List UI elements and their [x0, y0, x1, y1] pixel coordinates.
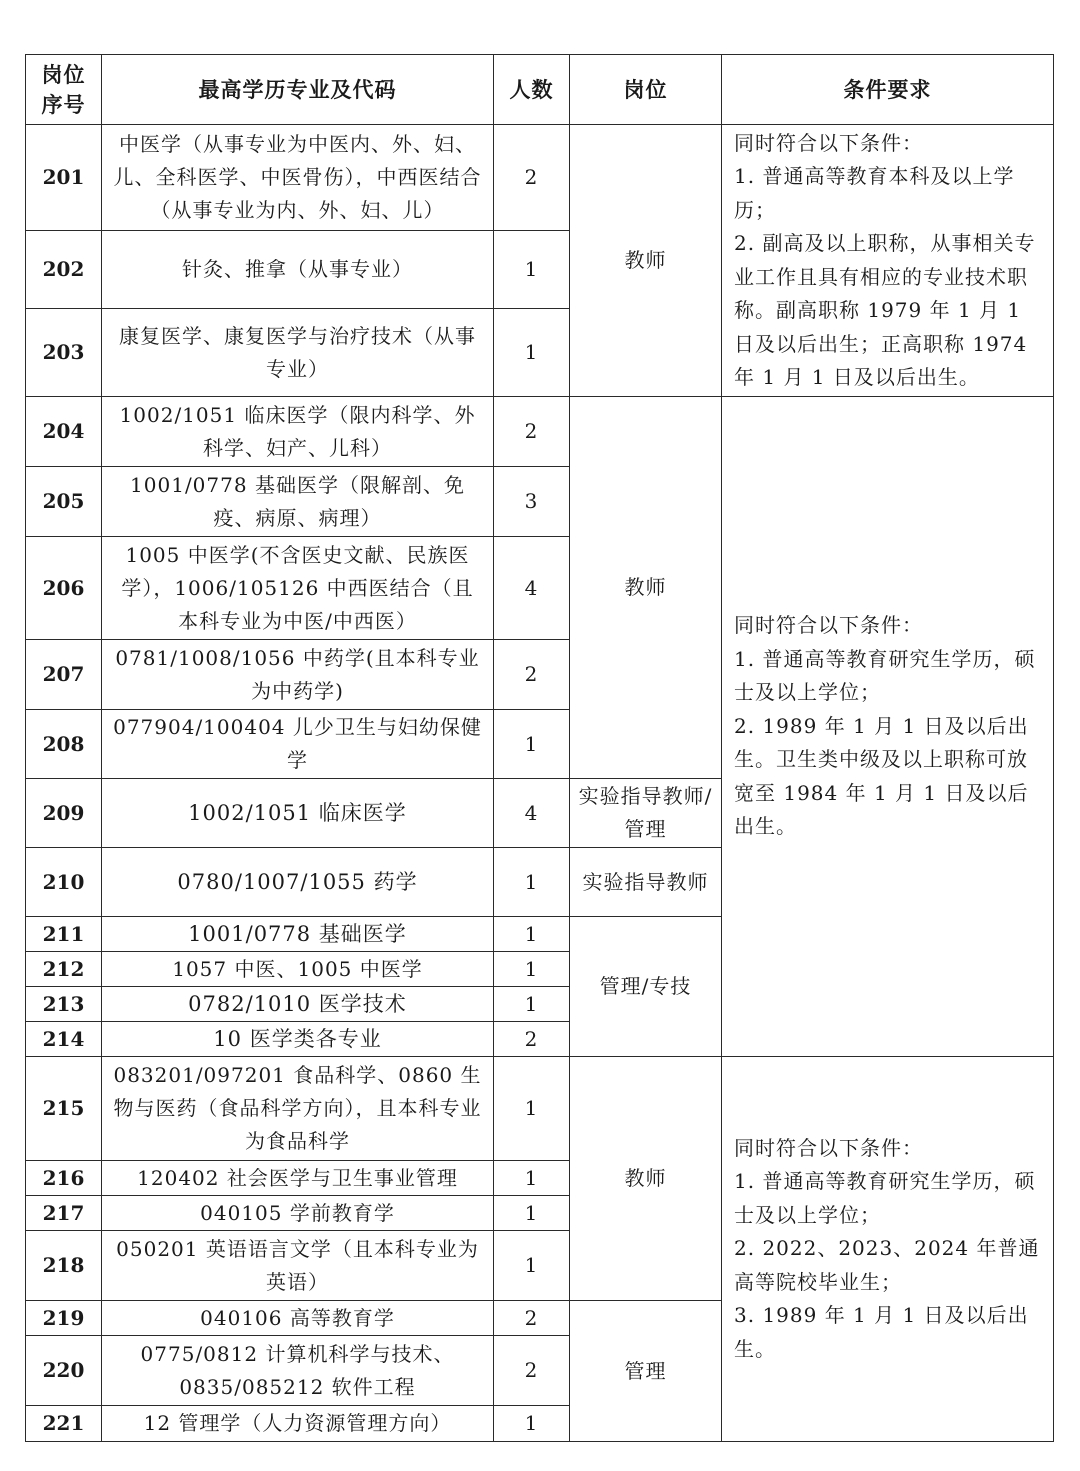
- row-id: 212: [26, 952, 102, 987]
- row-id: 210: [26, 848, 102, 917]
- row-count: 4: [494, 537, 570, 640]
- condition-line: 1. 普通高等教育研究生学历，硕士及以上学位；: [734, 646, 1036, 705]
- header-row: [26, 55, 1054, 125]
- header-major: 最高学历专业及代码: [102, 55, 494, 125]
- row-major: 1002/1051 临床医学（限内科学、外科学、妇产、儿科）: [102, 397, 494, 467]
- row-count: 2: [494, 1336, 570, 1406]
- row-count: 2: [494, 397, 570, 467]
- row-position: 管理/专技: [570, 917, 722, 1057]
- row-major: 0781/1008/1056 中药学(且本科专业为中药学): [102, 640, 494, 710]
- row-major: 1057 中医、1005 中医学: [102, 952, 494, 987]
- row-position: 实验指导教师/管理: [570, 779, 722, 848]
- row-position: 教师: [570, 397, 722, 779]
- condition-line: 2. 2022、2023、2024 年普通高等院校毕业生；: [734, 1236, 1040, 1294]
- row-id: 221: [26, 1406, 102, 1442]
- header-conditions: 条件要求: [722, 55, 1054, 125]
- row-count: 1: [494, 1196, 570, 1231]
- row-major: 040105 学前教育学: [102, 1196, 494, 1231]
- row-id: 211: [26, 917, 102, 952]
- row-id: 202: [26, 231, 102, 309]
- row-conditions: [722, 397, 1054, 1057]
- row-major: 040106 高等教育学: [102, 1301, 494, 1336]
- row-count: 1: [494, 848, 570, 917]
- row-id: 209: [26, 779, 102, 848]
- row-id: 216: [26, 1161, 102, 1196]
- row-count: 1: [494, 917, 570, 952]
- row-id: 220: [26, 1336, 102, 1406]
- row-count: 4: [494, 779, 570, 848]
- row-count: 1: [494, 952, 570, 987]
- row-id: 207: [26, 640, 102, 710]
- row-major: 1002/1051 临床医学: [102, 779, 494, 848]
- row-id: 201: [26, 125, 102, 231]
- table-row: [26, 125, 1054, 231]
- row-position: 实验指导教师: [570, 848, 722, 917]
- row-count: 1: [494, 1057, 570, 1161]
- row-conditions: [722, 125, 1054, 397]
- row-count: 1: [494, 987, 570, 1022]
- row-id: 217: [26, 1196, 102, 1231]
- table-row: [26, 397, 1054, 467]
- header-count: 人数: [494, 55, 570, 125]
- row-id: 208: [26, 710, 102, 779]
- row-count: 1: [494, 1161, 570, 1196]
- row-count: 2: [494, 640, 570, 710]
- row-major: 0782/1010 医学技术: [102, 987, 494, 1022]
- condition-line: 1. 普通高等教育研究生学历，硕士及以上学位；: [734, 1169, 1036, 1227]
- condition-line: 同时符合以下条件：: [734, 613, 923, 638]
- row-id: 205: [26, 467, 102, 537]
- header-seq: 岗位 序号: [26, 55, 102, 125]
- header-position: 岗位: [570, 55, 722, 125]
- row-major: 1001/0778 基础医学: [102, 917, 494, 952]
- row-major: 1005 中医学(不含医史文献、民族医学），1006/105126 中西医结合（且本科专业为中医/中西医）: [102, 537, 494, 640]
- condition-line: 同时符合以下条件：: [734, 130, 923, 155]
- condition-line: 2. 副高及以上职称，从事相关专业工作且具有相应的专业技术职称。副高职称 1979 年 1 月 1 日及以后出生；正高职称 1974 年 1 月 1 日及以后出生。: [734, 231, 1036, 389]
- row-id: 213: [26, 987, 102, 1022]
- condition-line: 2. 1989 年 1 月 1 日及以后出生。卫生类中级及以上职称可放宽至 1984 年 1 月 1 日及以后出生。: [734, 713, 1029, 839]
- row-count: 1: [494, 1406, 570, 1442]
- row-count: 2: [494, 1022, 570, 1057]
- row-major: 050201 英语语言文学（且本科专业为英语）: [102, 1231, 494, 1301]
- row-conditions: [722, 1057, 1054, 1442]
- row-major: 中医学（从事专业为中医内、外、妇、儿、全科医学、中医骨伤），中西医结合（从事专业为内、外、妇、儿）: [102, 125, 494, 231]
- row-major: 12 管理学（人力资源管理方向）: [102, 1406, 494, 1442]
- row-count: 1: [494, 309, 570, 397]
- row-id: 214: [26, 1022, 102, 1057]
- row-id: 204: [26, 397, 102, 467]
- row-major: 0775/0812 计算机科学与技术、0835/085212 软件工程: [102, 1336, 494, 1406]
- row-id: 218: [26, 1231, 102, 1301]
- row-count: 2: [494, 1301, 570, 1336]
- row-count: 2: [494, 125, 570, 231]
- row-count: 1: [494, 231, 570, 309]
- row-major: 1001/0778 基础医学（限解剖、免疫、病原、病理）: [102, 467, 494, 537]
- row-position: 教师: [570, 125, 722, 397]
- row-count: 1: [494, 710, 570, 779]
- row-count: 3: [494, 467, 570, 537]
- row-id: 206: [26, 537, 102, 640]
- condition-line: 同时符合以下条件：: [734, 1135, 923, 1160]
- row-major: 针灸、推拿（从事专业）: [102, 231, 494, 309]
- condition-line: 3. 1989 年 1 月 1 日及以后出生。: [734, 1303, 1029, 1361]
- row-position: 教师: [570, 1057, 722, 1301]
- row-id: 215: [26, 1057, 102, 1161]
- table-row: [26, 1057, 1054, 1161]
- row-major: 10 医学类各专业: [102, 1022, 494, 1057]
- row-major: 0780/1007/1055 药学: [102, 848, 494, 917]
- row-major: 077904/100404 儿少卫生与妇幼保健学: [102, 710, 494, 779]
- row-id: 203: [26, 309, 102, 397]
- row-count: 1: [494, 1231, 570, 1301]
- row-position: 管理: [570, 1301, 722, 1442]
- row-major: 120402 社会医学与卫生事业管理: [102, 1161, 494, 1196]
- recruitment-table: [25, 54, 1054, 1442]
- row-major: 083201/097201 食品科学、0860 生物与医药（食品科学方向），且本科专业为食品科学: [102, 1057, 494, 1161]
- row-major: 康复医学、康复医学与治疗技术（从事专业）: [102, 309, 494, 397]
- row-id: 219: [26, 1301, 102, 1336]
- condition-line: 1. 普通高等教育本科及以上学历；: [734, 164, 1015, 222]
